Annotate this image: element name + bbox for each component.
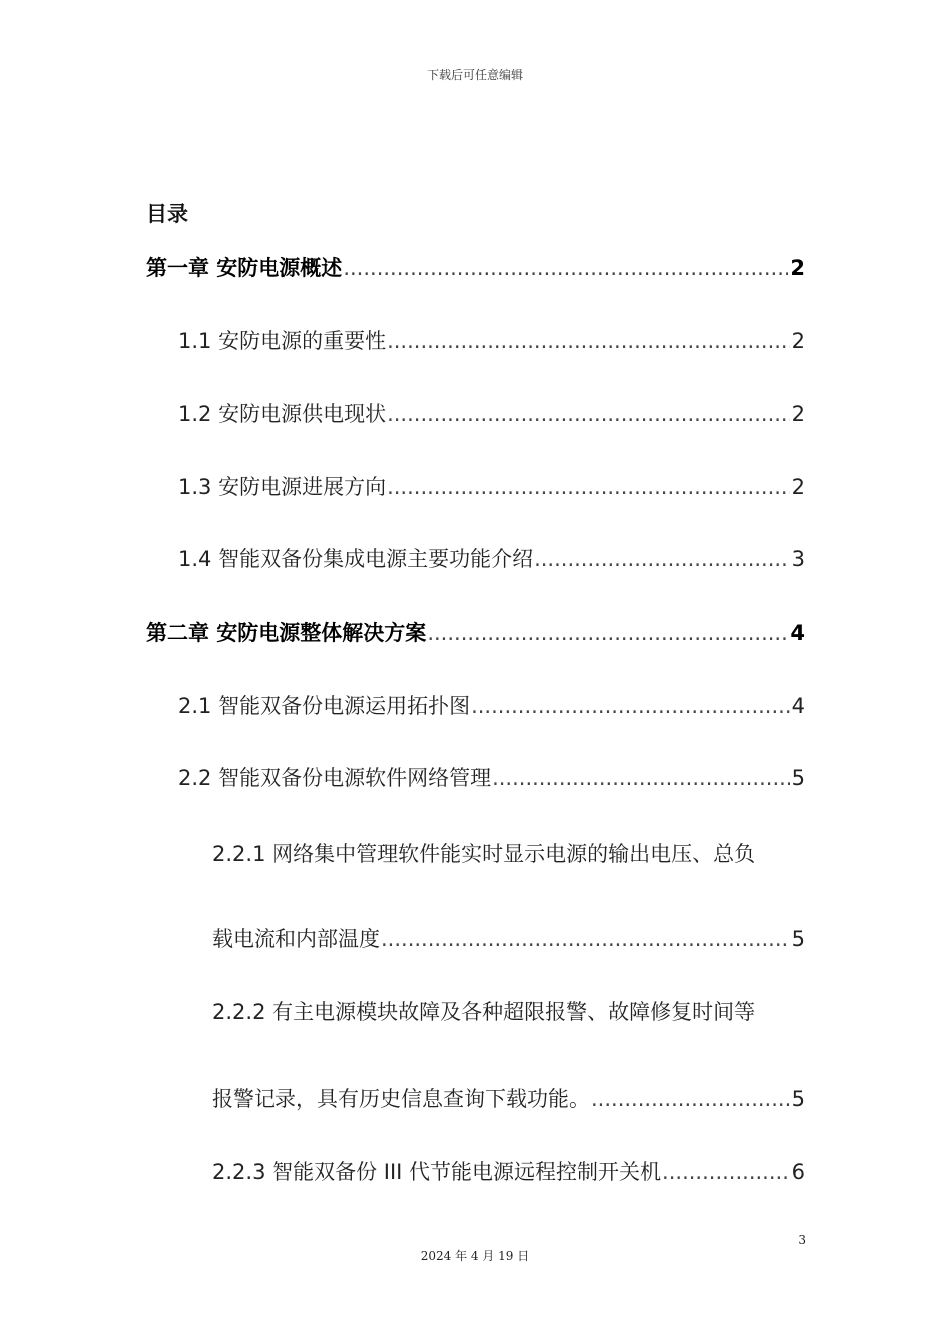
toc-entry-1-2[interactable] bbox=[178, 398, 805, 428]
toc-leader-dots bbox=[343, 256, 788, 280]
toc-leader-dots bbox=[662, 1160, 790, 1184]
toc-entry-2-2-2[interactable] bbox=[212, 1083, 805, 1113]
toc-leader-dots bbox=[381, 927, 790, 951]
toc-entry-1-4[interactable] bbox=[178, 543, 805, 573]
toc-entry-2-2-1-line1[interactable]: 2.2.1 网络集中管理软件能实时显示电源的输出电压、总负 bbox=[212, 842, 756, 866]
toc-page-number: 5 bbox=[791, 766, 805, 790]
toc-entry-text: 2.1 智能双备份电源运用拓扑图 bbox=[178, 694, 471, 718]
toc-leader-dots bbox=[427, 621, 788, 645]
toc-entry-text: 1.2 安防电源供电现状 bbox=[178, 402, 387, 426]
page-header: 下载后可任意编辑 bbox=[426, 68, 523, 82]
toc-page-number: 5 bbox=[791, 1087, 805, 1111]
toc-leader-dots bbox=[387, 329, 790, 353]
toc-page-number: 2 bbox=[791, 475, 805, 499]
toc-entry-text: 报警记录，具有历史信息查询下载功能。 bbox=[212, 1087, 590, 1111]
toc-page-number: 2 bbox=[791, 402, 805, 426]
toc-page-number: 3 bbox=[791, 547, 805, 571]
toc-entry-text: 2.2 智能双备份电源软件网络管理 bbox=[178, 766, 492, 790]
toc-entry-2-2-2-line1[interactable]: 2.2.2 有主电源模块故障及各种超限报警、故障修复时间等 bbox=[212, 1000, 756, 1024]
toc-page-number: 5 bbox=[791, 927, 805, 951]
toc-leader-dots bbox=[471, 694, 790, 718]
toc-page-number: 6 bbox=[791, 1160, 805, 1184]
toc-page-number: 4 bbox=[791, 694, 805, 718]
toc-leader-dots bbox=[591, 1087, 790, 1111]
toc-entry-chapter-1[interactable] bbox=[146, 252, 805, 282]
toc-entry-text: 2.2.3 智能双备份 III 代节能电源远程控制开关机 bbox=[212, 1160, 662, 1184]
toc-entry-2-1[interactable] bbox=[178, 690, 805, 720]
toc-entry-1-3[interactable] bbox=[178, 471, 805, 501]
toc-title: 目录 bbox=[146, 202, 188, 226]
footer-date: 2024 年 4 月 19 日 bbox=[420, 1249, 530, 1263]
toc-entry-text: 载电流和内部温度 bbox=[212, 927, 380, 951]
toc-page-number: 2 bbox=[791, 329, 805, 353]
toc-leader-dots bbox=[387, 475, 790, 499]
toc-entry-text: 第一章 安防电源概述 bbox=[146, 256, 343, 280]
toc-leader-dots bbox=[387, 402, 790, 426]
toc-entry-2-2-1[interactable] bbox=[212, 923, 805, 953]
footer-page-number: 3 bbox=[798, 1233, 806, 1247]
toc-leader-dots bbox=[492, 766, 790, 790]
toc-entry-text: 1.4 智能双备份集成电源主要功能介绍 bbox=[178, 547, 534, 571]
toc-page-number: 4 bbox=[790, 621, 805, 645]
toc-entry-2-2-3[interactable] bbox=[212, 1156, 805, 1186]
toc-entry-text: 1.1 安防电源的重要性 bbox=[178, 329, 387, 353]
toc-page-number: 2 bbox=[790, 256, 805, 280]
toc-entry-text: 1.3 安防电源进展方向 bbox=[178, 475, 387, 499]
toc-entry-chapter-2[interactable] bbox=[146, 617, 805, 647]
toc-leader-dots bbox=[534, 547, 790, 571]
toc-entry-1-1[interactable] bbox=[178, 325, 805, 355]
toc-entry-2-2[interactable] bbox=[178, 762, 805, 792]
toc-entry-text: 第二章 安防电源整体解决方案 bbox=[146, 621, 427, 645]
